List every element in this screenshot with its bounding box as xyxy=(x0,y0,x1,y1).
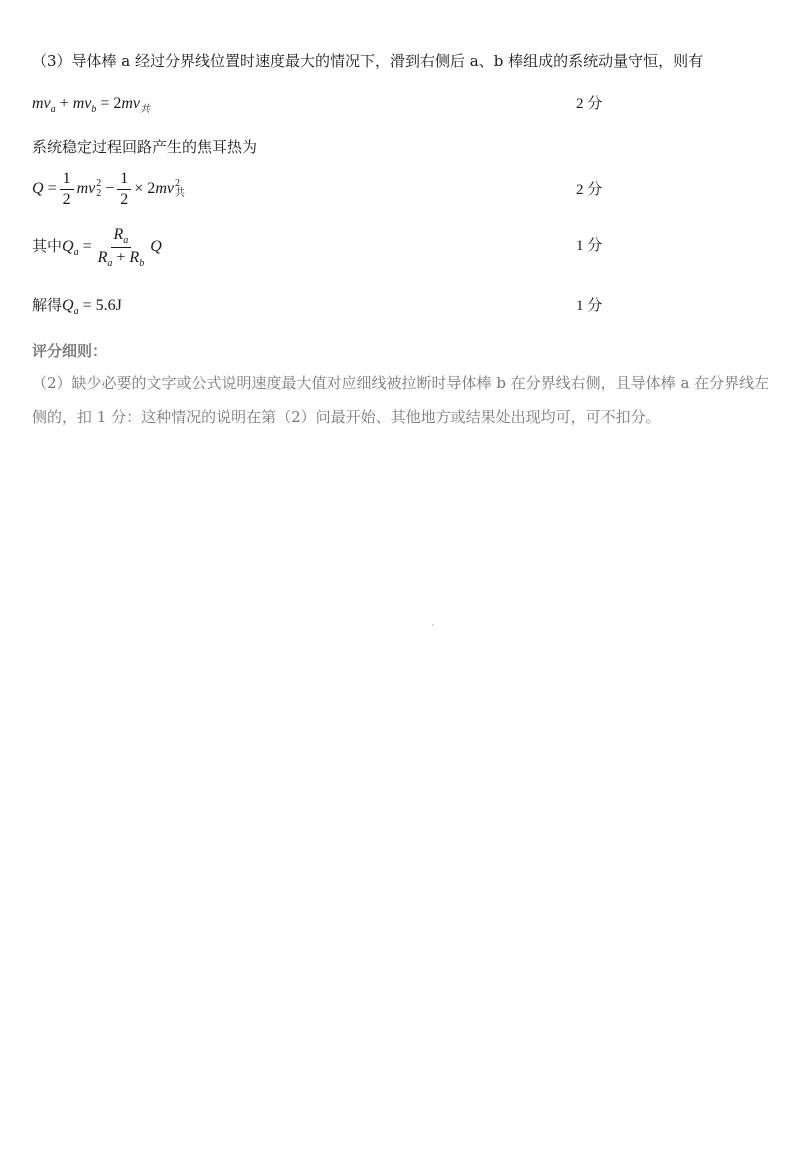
scoring-rules-note: （2）缺少必要的文字或公式说明速度最大值对应细线被拉断时导体棒 b 在分界线右侧，且导体棒 a 在分界线左侧的，扣 1 分：这种情况的说明在第（2）问最开始、其他地方或结果处出现均可，可不扣分。 xyxy=(32,374,770,426)
heat-statement-text: 系统稳定过程回路产生的焦耳热为 xyxy=(32,138,258,156)
score-result: 1 分 xyxy=(576,298,603,314)
momentum-formula: $mv_a + mv_b = 2mv_共$ xyxy=(32,95,151,115)
equation-momentum xyxy=(32,92,768,117)
result-value: = 5.6J xyxy=(82,297,122,314)
result-prefix: 解得 xyxy=(32,296,63,314)
heat-statement xyxy=(32,136,768,158)
scoring-rules-heading: 评分细则： xyxy=(32,342,108,360)
score-joule-heat: 2 分 xyxy=(576,182,603,198)
score-qa-ratio: 1 分 xyxy=(576,238,603,254)
equation-joule-heat xyxy=(32,166,768,211)
part3-intro xyxy=(32,50,768,72)
scan-speck xyxy=(432,624,434,626)
result-formula: $Q_a = 5.6J$ xyxy=(62,297,122,317)
score-momentum: 2 分 xyxy=(576,96,603,112)
qa-ratio-prefix: 其中 xyxy=(32,237,63,255)
equation-result xyxy=(32,294,768,319)
joule-heat-formula: Q = $\frac{1}{2}$ mv 2 2 − $\frac{1}{2}$ × 2mv 2 共 xyxy=(32,169,185,208)
part3-intro-text: （3）导体棒 a 经过分界线位置时速度最大的情况下，滑到右侧后 a、b 棒组成的系统动量守恒，则有 xyxy=(32,52,704,70)
equation-qa-ratio xyxy=(32,222,768,273)
qa-ratio-formula: $Q_a$ = $\frac{R_a}{R_a + R_b}$ Q xyxy=(62,225,162,269)
